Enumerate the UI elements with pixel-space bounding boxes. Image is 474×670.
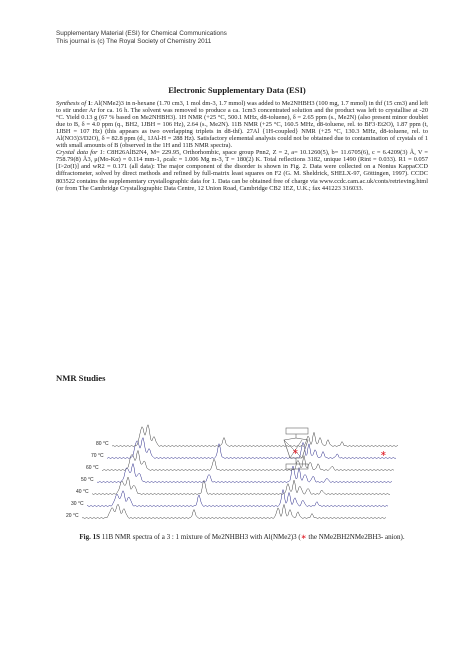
caption-text-2: the NMe2BH2NMe2BH3- anion). — [306, 533, 405, 541]
nmr-spectrum-trace — [97, 464, 392, 483]
nmr-figure — [60, 424, 406, 524]
synthesis-label: Synthesis of — [56, 100, 87, 107]
nmr-spectra-plot — [60, 424, 406, 524]
nmr-spectrum-trace — [112, 425, 398, 447]
header-line-1: Supplementary Material (ESI) for Chemical Communications — [56, 30, 227, 37]
caption-label: Fig. 1S — [79, 533, 100, 541]
crystal-text: : C8H26AlB2N4, M= 229.95, Orthorhombic, space group Pnn2, Z = 2, a= 10.1260(5), b= 11.6705(6), c = 6.4209(3) Å, V = 758.79(8) Å3, μ(Mo-Kα) = 0.114 mm-1, ρcalc = 1.006 Mg m-3, T = 180(2) K. Total reflections 3182, unique 1490 (Rint = 0.033). R1 = 0.057 [I>2σ(I)] and wR2 = 0.171 (all data): The major component of the disorder is shown in Fig. 2. Data were collected on a Nonius KappaCCD diffractometer, solved by direct methods and refined by full-matrix least squares on F2 (G. M. Sheldrick, SHELX-97, Göttingen, 1997). CCDC 803522 contains the supplementary crystallographic data for 1. Data can be obtained free of charge via www.ccdc.cam.ac.uk/conts/retrieving.html (or from The Cambridge Crystallographic Data Centre, 12 Union Road, Cambridge CB2 1EZ, U.K.; fax 441223 316033. — [56, 149, 429, 192]
crystal-paragraph — [56, 149, 428, 191]
temperature-label: 70 °C — [91, 453, 104, 459]
header-line-2: This journal is (c) The Royal Society of Chemistry 2011 — [56, 38, 212, 45]
temperature-label: 50 °C — [81, 477, 94, 483]
synthesis-paragraph — [56, 100, 428, 149]
page-title: Electronic Supplementary Data (ESI) — [168, 85, 306, 95]
caption-text-1: 11B NMR spectra of a 3 : 1 mixture of Me2NHBH3 with Al(NMe2)3 ( — [99, 533, 301, 541]
temperature-label: 60 °C — [86, 465, 99, 471]
journal-header — [56, 30, 436, 46]
caption-star: ∗ — [300, 533, 307, 541]
synthesis-text: : Al(NMe2)3 in n-hexane (1.70 cm3, 1 mol dm-3, 1.7 mmol) was added to Me2NHBH3 (100 mg, 1.7 mmol) in thf (15 cm3) and left to stir under Ar for ca. 16 h. The solvent was removed to produce a ca. 1cm3 concentrated solution and the product was left to crystallise at -20 °C. Yield 0.13 g (67 % based on Me2NHBH3). 1H NMR (+25 °C, 500.1 MHz, d8-toluene), δ = 2.65 ppm (s., Me2N) (also present minor doublet due to B, δ = 4.0 ppm (q., BH2, 1JBH = 106 Hz), 2.64 (s., Me2N). 11B NMR (+25 °C, 160.5 MHz, d8-toluene, rel. to BF3·Et2O), 1.87 ppm (t, 1JBH = 107 Hz) (this appears as two overlapping triplets in d8-thf). 27Al {1H-coupled} NMR (+25 °C, 130.3 MHz, d8-toluene, rel. to Al(NO3)3/D2O), δ = 82.8 ppm (d., 1JAl-H = 288 Hz). Satisfactory elemental analysis could not be obtained due to contamination of crystals of 1 with small amounts of B (observed in the 1H and 11B NMR spectra). — [56, 100, 428, 150]
temperature-label: 80 °C — [96, 441, 109, 447]
synthesis-compound: 1 — [87, 100, 91, 107]
nmr-spectrum-trace — [92, 477, 390, 494]
nmr-spectrum-trace — [102, 450, 394, 470]
temperature-label: 30 °C — [71, 501, 84, 507]
crystal-label: Crystal data for 1 — [56, 149, 103, 157]
nmr-spectrum-trace — [107, 438, 396, 459]
section-title: NMR Studies — [56, 373, 106, 383]
anion-marker-star: ∗ — [292, 447, 299, 456]
nmr-spectrum-trace — [87, 490, 388, 507]
temperature-label: 20 °C — [66, 513, 79, 519]
anion-marker-star: ∗ — [380, 449, 387, 458]
temperature-label: 40 °C — [76, 489, 89, 495]
figure-caption — [56, 531, 428, 543]
body-text — [56, 100, 428, 192]
